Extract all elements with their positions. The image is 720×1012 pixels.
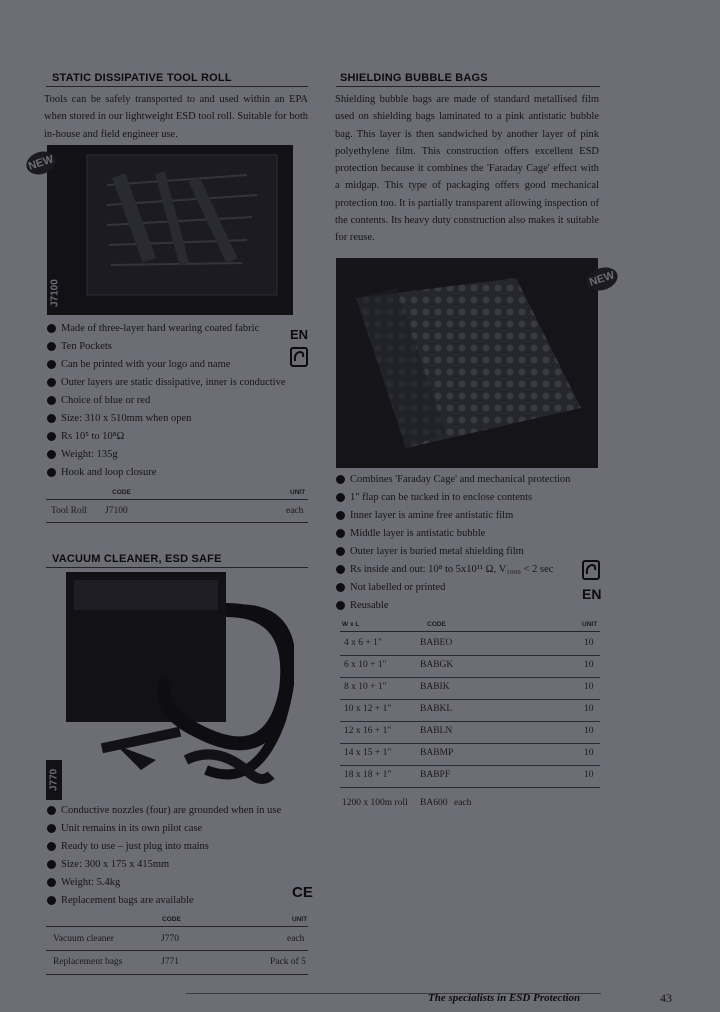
vacuum-row-unit: Pack of 5 (270, 957, 306, 967)
size-cell: 8 x 10 + 1" (344, 682, 387, 692)
size-cell: 14 x 15 + 1" (344, 748, 392, 758)
table-row (340, 700, 600, 722)
tool-roll-row-code: J7100 (105, 506, 128, 516)
table-row (340, 744, 600, 766)
feature-item: Made of three-layer hard wearing coated fabric (47, 320, 307, 338)
feature-item: Replacement bags are available (47, 892, 307, 910)
tool-roll-unit-header: UNIT (290, 489, 306, 496)
vacuum-illustration (46, 570, 294, 800)
code-cell: BABLN (420, 726, 453, 736)
tool-roll-photo (47, 145, 293, 315)
size-cell: 18 x 18 + 1" (344, 770, 392, 780)
en-standard-mark: EN (582, 586, 602, 602)
tool-roll-illustration (47, 145, 293, 315)
table-row (340, 788, 600, 810)
unit-cell: 10 (584, 770, 594, 780)
feature-item: Ready to use – just plug into mains (47, 838, 307, 856)
vacuum-heading: VACUUM CLEANER, ESD SAFE (52, 553, 222, 565)
bubble-bags-heading: SHIELDING BUBBLE BAGS (340, 72, 488, 84)
unit-cell: 10 (584, 638, 594, 648)
table-row (340, 766, 600, 788)
size-cell: 10 x 12 + 1" (344, 704, 392, 714)
bubble-bag-photo (336, 258, 598, 468)
feature-item: Hook and loop closure (47, 464, 307, 482)
bubble-bag-illustration (336, 258, 598, 468)
tool-roll-table-rule (46, 499, 308, 500)
tool-roll-features (47, 320, 307, 482)
unit-cell: 10 (584, 682, 594, 692)
unit-header: UNIT (582, 621, 598, 628)
table-row (340, 722, 600, 744)
bubble-bags-intro: Shielding bubble bags are made of standard metallised film used on shielding bags laminated to a pink antistatic bubble bag. This layer is then sandwiched by another layer of pink polyethylene film. This construction offers excellent ESD protection because it combines the 'Faraday Cage' effect with a midgap. This type of packaging offers good mechanical protection too. It is partially transparent allowing inspection of the contents. Its heavy duty construction also makes it suitable for reuse. (335, 94, 599, 244)
vacuum-row-name: Replacement bags (53, 957, 123, 967)
bubble-bags-features (336, 471, 600, 615)
bubble-bags-heading-rule (336, 86, 600, 87)
feature-item: Ten Pockets (47, 338, 307, 356)
vacuum-table-rule (46, 950, 308, 951)
unit-cell: 10 (584, 726, 594, 736)
page-number: 43 (660, 991, 672, 1005)
code-cell: BABKL (420, 704, 453, 714)
size-cell: 6 x 10 + 1" (344, 660, 387, 670)
vacuum-unit-header: UNIT (292, 916, 308, 923)
tool-roll-code-header: CODE (112, 489, 131, 496)
feature-item: Inner layer is amine free antistatic film (336, 507, 600, 525)
vacuum-heading-rule (46, 567, 308, 568)
vacuum-row-code: J771 (161, 957, 179, 967)
size-header: W x L (342, 621, 360, 628)
tool-roll-table-bottom-rule (46, 522, 308, 523)
bubble-bags-new-badge: NEW (583, 264, 620, 295)
vacuum-code-label: J770 (46, 760, 62, 800)
vacuum-table-rule (46, 926, 308, 927)
footer-tagline: The specialists in ESD Protection (428, 992, 581, 1004)
ce-mark: CE (292, 884, 313, 901)
feature-item: Weight: 135g (47, 446, 307, 464)
table-row (340, 678, 600, 700)
vacuum-row-name: Vacuum cleaner (53, 934, 114, 944)
size-cell: 4 x 6 + 1" (344, 638, 382, 648)
feature-item: Rs inside and out: 10⁸ to 5x10¹¹ Ω, V₁₀₀₀ < 2 sec (336, 561, 600, 579)
unit-cell: 10 (584, 660, 594, 670)
esd-symbol-icon (582, 560, 600, 580)
esd-symbol-icon (290, 347, 308, 367)
feature-item: Middle layer is antistatic bubble (336, 525, 600, 543)
feature-item: Size: 310 x 510mm when open (47, 410, 307, 428)
table-row (340, 656, 600, 678)
code-cell: BABPF (420, 770, 451, 780)
tool-roll-heading: STATIC DISSIPATIVE TOOL ROLL (52, 72, 232, 84)
vacuum-code-header: CODE (162, 916, 181, 923)
feature-item: Outer layer is buried metal shielding film (336, 543, 600, 561)
tool-roll-row-unit: each (286, 506, 304, 516)
vacuum-photo (46, 570, 294, 800)
tool-roll-intro: Tools can be safely transported to and used within an EPA when stored in our lightweight ESD tool roll. Suitable for both in-house and field engineer use. (44, 94, 308, 140)
unit-cell: 10 (584, 704, 594, 714)
feature-item: Can be printed with your logo and name (47, 356, 307, 374)
size-cell: 1200 x 100m roll (342, 798, 408, 808)
feature-item: Weight: 5.4kg (47, 874, 307, 892)
code-cell: BABEO (420, 638, 453, 648)
vacuum-row-code: J770 (161, 934, 179, 944)
tool-roll-code-label: J7100 (47, 271, 63, 315)
code-header: CODE (427, 621, 446, 628)
code-cell: BABGK (420, 660, 454, 670)
feature-item: Outer layers are static dissipative, inner is conductive (47, 374, 307, 392)
code-cell: BABMP (420, 748, 454, 758)
code-cell: BA600 (420, 798, 448, 808)
feature-item: Combines 'Faraday Cage' and mechanical protection (336, 471, 600, 489)
feature-item: Size: 300 x 175 x 415mm (47, 856, 307, 874)
vacuum-row-unit: each (287, 934, 305, 944)
vacuum-features (47, 802, 307, 910)
vacuum-table-bottom-rule (46, 974, 308, 975)
tool-roll-new-badge: NEW (23, 148, 58, 178)
bubble-table-rule (340, 631, 600, 632)
code-cell: BABIK (420, 682, 450, 692)
feature-item: 1" flap can be tucked in to enclose contents (336, 489, 600, 507)
feature-item: Not labelled or printed (336, 579, 600, 597)
size-cell: 12 x 16 + 1" (344, 726, 392, 736)
unit-cell: each (454, 798, 472, 808)
tool-roll-row-name: Tool Roll (51, 506, 88, 516)
feature-item: Unit remains in its own pilot case (47, 820, 307, 838)
en-standard-mark: EN (290, 327, 309, 342)
table-row (340, 634, 600, 656)
unit-cell: 10 (584, 748, 594, 758)
feature-item: Conductive nozzles (four) are grounded when in use (47, 802, 307, 820)
tool-roll-heading-rule (46, 86, 308, 87)
feature-item: Reusable (336, 597, 600, 615)
feature-item: Rs 10⁵ to 10⁸Ω (47, 428, 307, 446)
feature-item: Choice of blue or red (47, 392, 307, 410)
